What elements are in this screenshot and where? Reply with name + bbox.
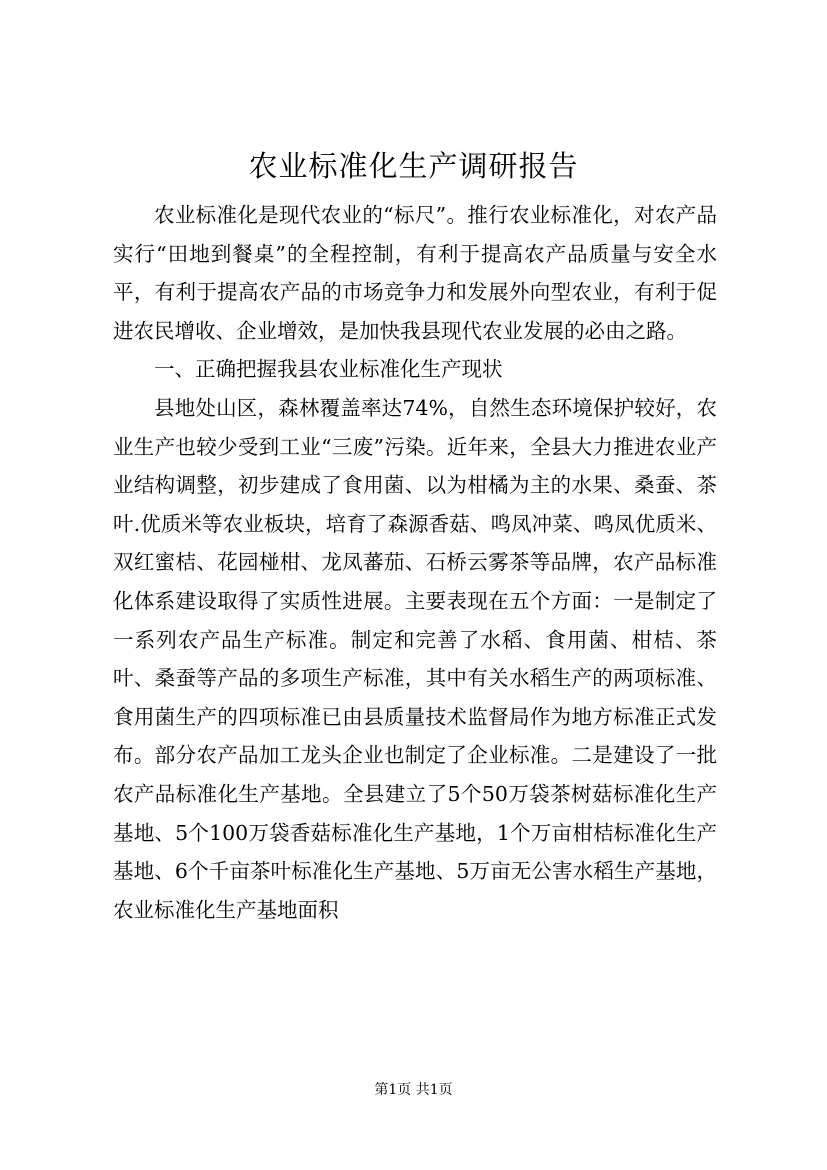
page-number-footer: 第1页 共1页 [374, 1082, 453, 1098]
document-title: 农业标准化生产调研报告 [248, 149, 579, 183]
document-body [113, 196, 717, 929]
status-paragraph: 县地处山区，森林覆盖率达74%，自然生态环境保护较好，农业生产也较少受到工业“三废”污染。近年来，全县大力推进农业产业结构调整，初步建成了食用菌、以为柑橘为主的水果、桑蚕、茶叶.优质米等农业板块，培育了森源香菇、鸣凤冲菜、鸣凤优质米、双红蜜桔、花园椪柑、龙凤蕃茄、石桥云雾茶等品牌，农产品标准化体系建设取得了实质性进展。主要表现在五个方面：一是制定了一系列农产品生产标准。制定和完善了水稻、食用菌、柑桔、茶叶、桑蚕等产品的多项生产标准，其中有关水稻生产的两项标准、食用菌生产的四项标准已由县质量技术监督局作为地方标准正式发布。部分农产品加工龙头企业也制定了企业标准。二是建设了一批农产品标准化生产基地。全县建立了5个50万袋茶树菇标准化生产基地、5个100万袋香菇标准化生产基地，1个万亩柑桔标准化生产基地、6个千亩茶叶标准化生产基地、5万亩无公害水稻生产基地，农业标准化生产基地面积 [113, 395, 717, 922]
section-heading: 一、正确把握我县农业标准化生产现状 [154, 357, 503, 382]
intro-paragraph: 农业标准化是现代农业的“标尺”。推行农业标准化，对农产品实行“田地到餐桌”的全程控制，有利于提高农产品质量与安全水平，有利于提高农产品的市场竞争力和发展外向型农业，有利于促进农民增收、企业增效，是加快我县现代农业发展的必由之路。 [113, 203, 717, 343]
